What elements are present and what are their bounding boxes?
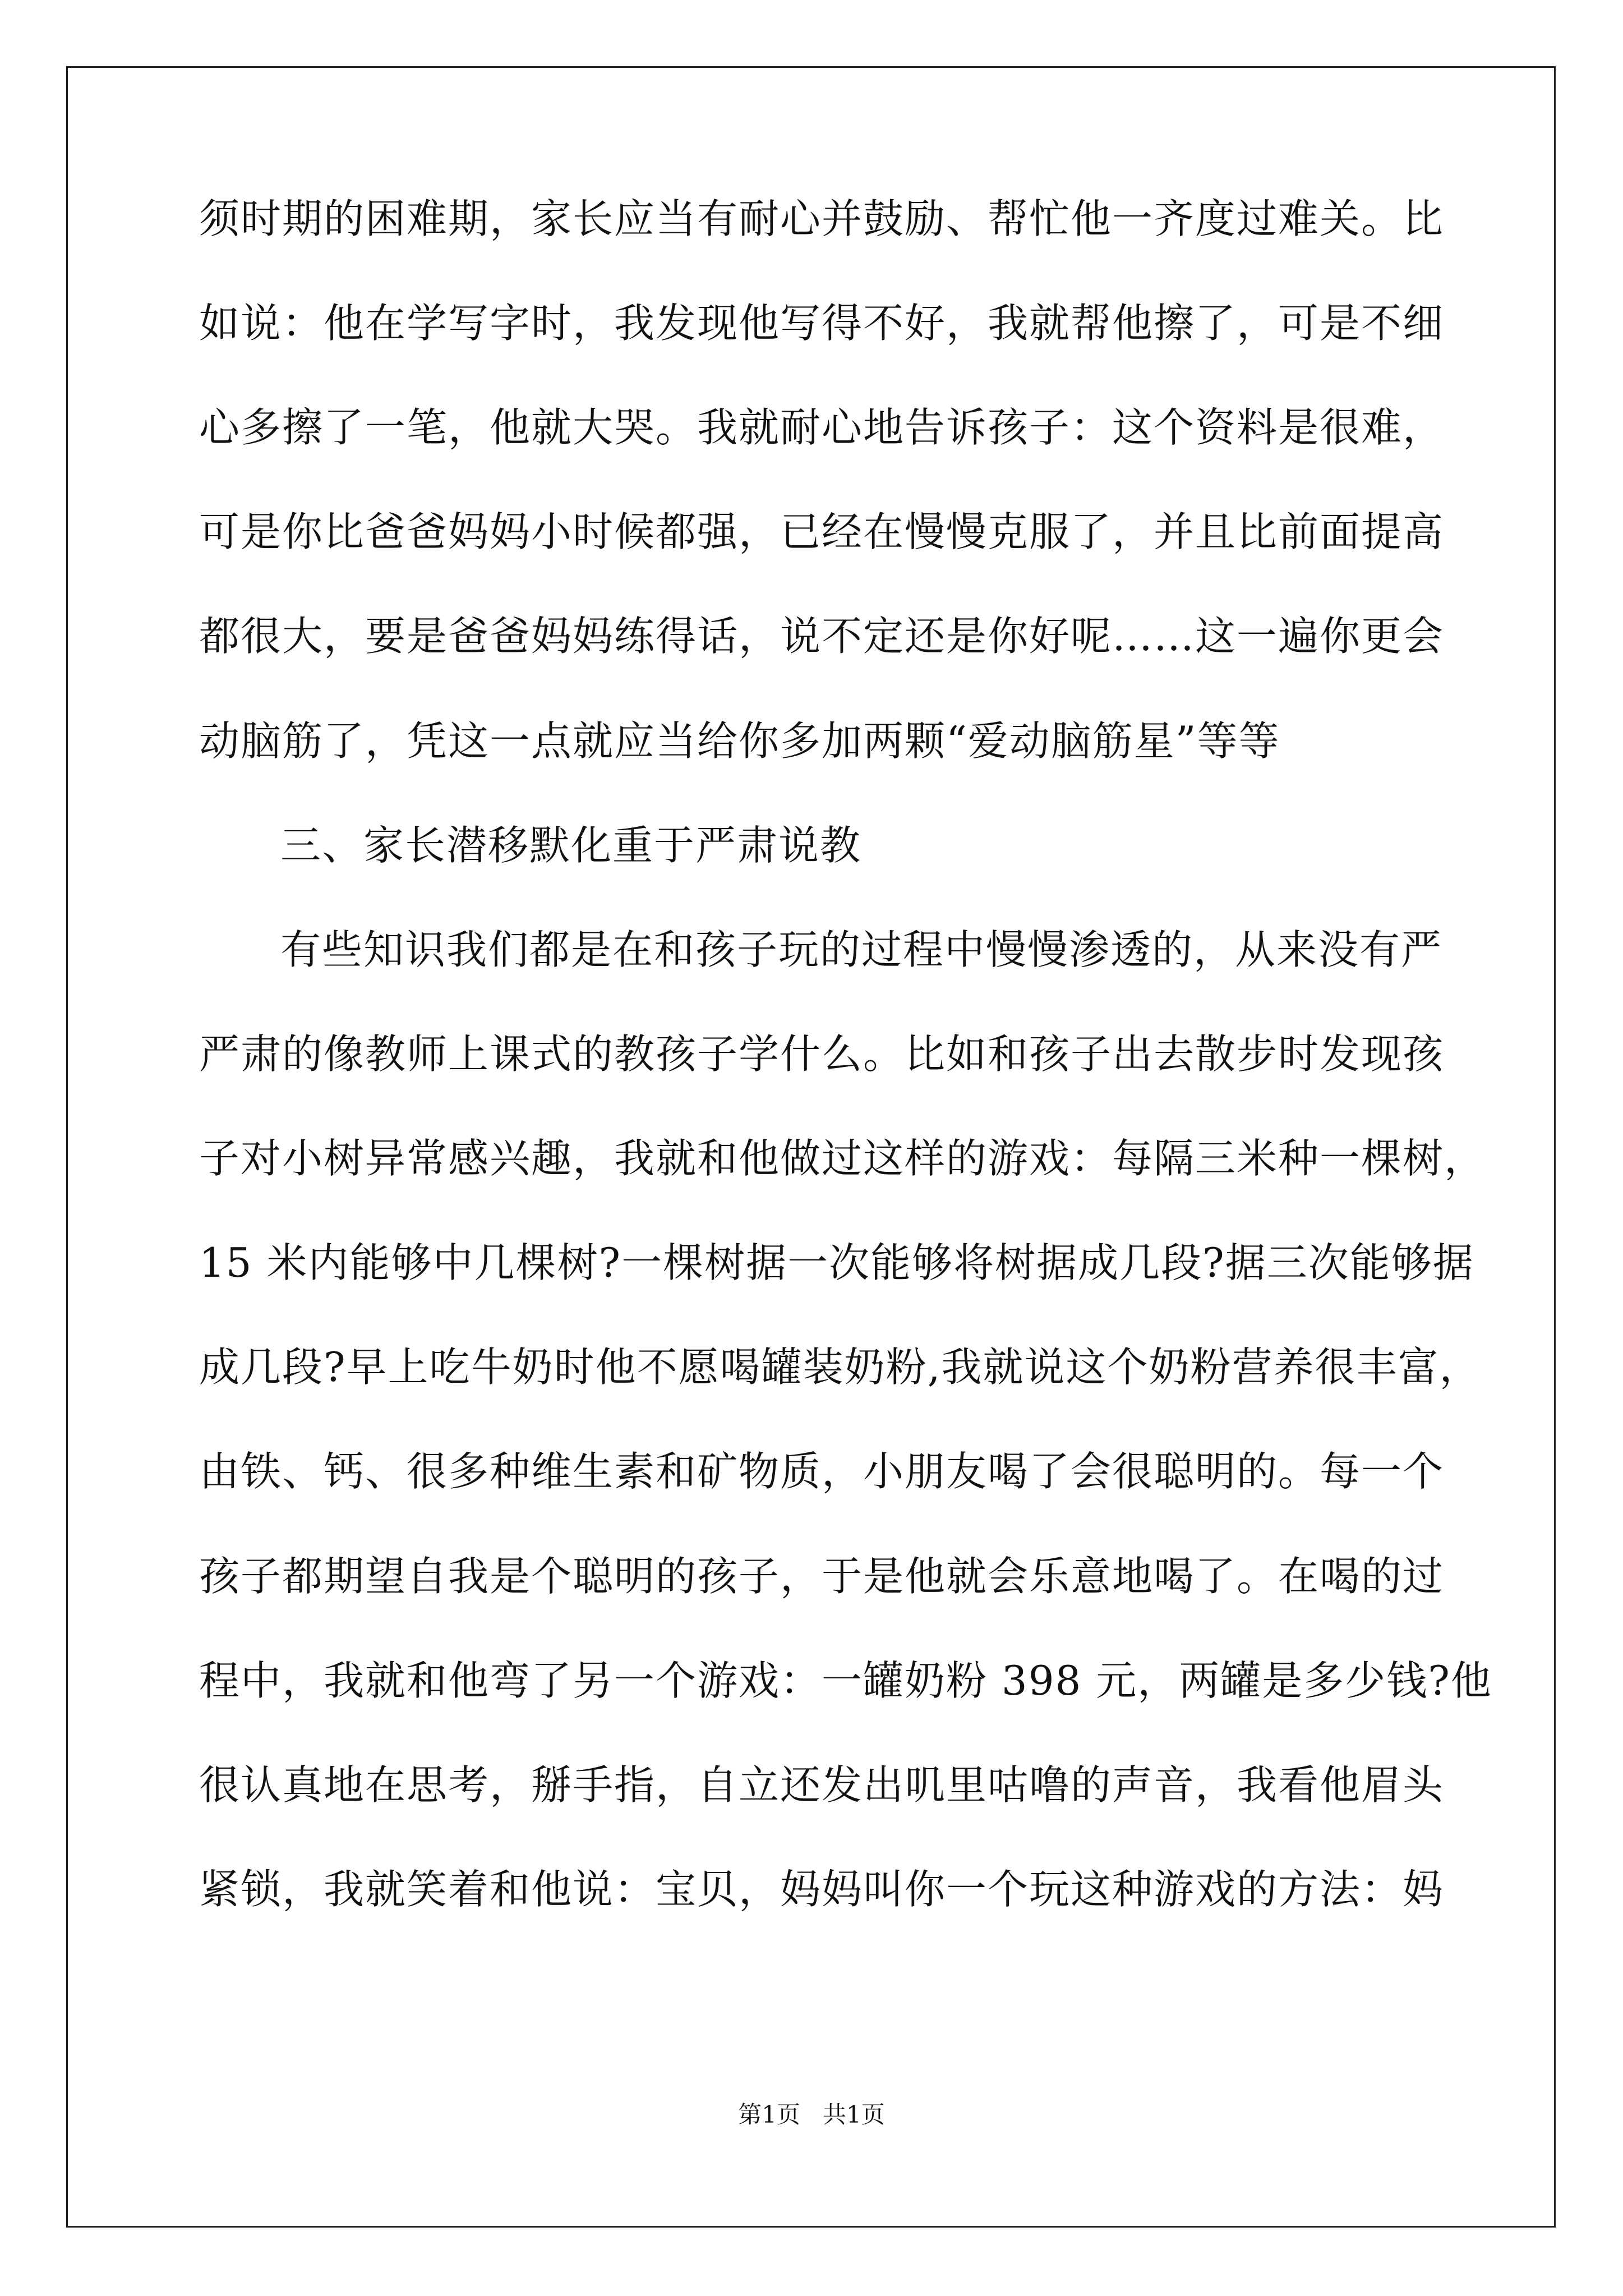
text-line: 如说：他在学写字时，我发现他写得不好，我就帮他擦了，可是不细 — [199, 300, 1445, 347]
text-line: 动脑筋了，凭这一点就应当给你多加两颗“爱动脑筋星”等等 — [199, 717, 1280, 765]
text-line: 很认真地在思考，掰手指，自立还发出叽里咕噜的声音，我看他眉头 — [199, 1761, 1445, 1809]
text-line: 须时期的困难期，家长应当有耐心并鼓励、帮忙他一齐度过难关。比 — [199, 195, 1445, 242]
text-line: 子对小树异常感兴趣，我就和他做过这样的游戏：每隔三米种一棵树， — [199, 1135, 1486, 1182]
text-line: 孩子都期望自我是个聪明的孩子，于是他就会乐意地喝了。在喝的过 — [199, 1552, 1445, 1600]
section-heading: 三、家长潜移默化重于严肃说教 — [280, 821, 862, 869]
text-line: 程中，我就和他弯了另一个游戏：一罐奶粉 398 元，两罐是多少钱?他 — [199, 1657, 1492, 1704]
page-total: 共1页 — [823, 2101, 885, 2128]
text-line: 都很大，要是爸爸妈妈练得话，说不定还是你好呢……这一遍你更会 — [199, 613, 1445, 660]
text-line: 紧锁，我就笑着和他说：宝贝，妈妈叫你一个玩这种游戏的方法：妈 — [199, 1865, 1445, 1913]
page-footer — [0, 2098, 1623, 2132]
text-line: 可是你比爸爸妈妈小时候都强，已经在慢慢克服了，并且比前面提高 — [199, 508, 1445, 556]
page-number: 第1页 — [738, 2101, 800, 2128]
text-line: 成几段?早上吃牛奶时他不愿喝罐装奶粉,我就说这个奶粉营养很丰富， — [199, 1343, 1481, 1391]
text-line: 严肃的像教师上课式的教孩子学什么。比如和孩子出去散步时发现孩 — [199, 1030, 1445, 1078]
text-line: 有些知识我们都是在和孩子玩的过程中慢慢渗透的，从来没有严 — [280, 926, 1443, 973]
text-line: 心多擦了一笔，他就大哭。我就耐心地告诉孩子：这个资料是很难， — [199, 404, 1445, 452]
text-line: 由铁、钙、很多种维生素和矿物质，小朋友喝了会很聪明的。每一个 — [199, 1448, 1445, 1496]
text-line: 15 米内能够中几棵树?一棵树据一次能够将树据成几段?据三次能够据 — [199, 1239, 1474, 1287]
